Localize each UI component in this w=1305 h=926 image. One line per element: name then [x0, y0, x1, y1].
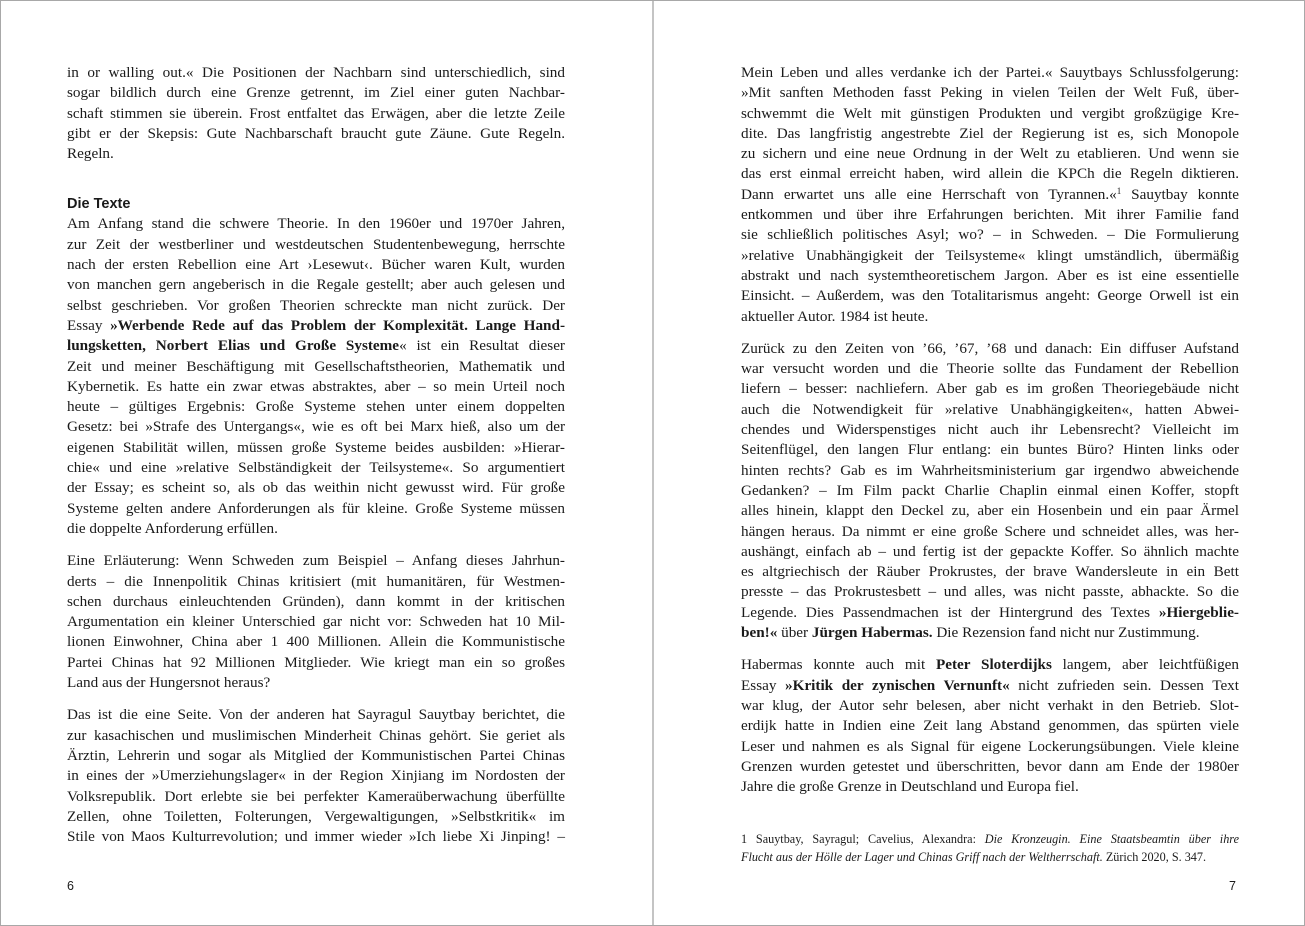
text-run: heute – gültiges Ergebnis: Große Systeme stehen unter einem doppelten [67, 398, 565, 416]
text-run: Zurück zu den Zeiten von ’66, ’67, ’68 und danach: Ein diffuser Aufstand [741, 339, 1239, 357]
text-run: Essay [741, 676, 786, 694]
text-line [741, 246, 1239, 266]
text-line [67, 336, 565, 356]
text-run: Sauytbay konnte [1121, 185, 1239, 203]
text-run: Land aus der Hungersnot heraus? [67, 674, 271, 692]
text-run: langem, aber leichtfüßigen [1051, 656, 1240, 674]
text-line [67, 377, 565, 397]
text-line [67, 592, 565, 612]
text-line [741, 676, 1239, 696]
text-line [741, 582, 1239, 602]
text-run: 1 Sauytbay, Sayragul; Cavelius, Alexandra: [741, 832, 985, 846]
text-line [67, 235, 565, 255]
text-line [741, 379, 1239, 399]
text-run: war versucht worden und die Theorie sollte das Fundament der Rebellion [741, 360, 1239, 378]
text-run: Partei Chinas hat 92 Millionen Mitglieder. Wie kriegt man ein so großes [67, 653, 565, 671]
text-line [741, 420, 1239, 440]
text-run: Kybernetik. Es hatte ein zwar etwas abstraktes, aber – so mein Urteil noch [67, 377, 565, 395]
bold-title: Jürgen Habermas. [811, 624, 933, 642]
text-line [67, 746, 565, 766]
text-line [741, 501, 1239, 521]
text-line [67, 104, 565, 124]
text-line [741, 307, 1239, 327]
text-run: Die Rezension fand nicht nur Zustimmung. [932, 624, 1200, 642]
text-line [67, 705, 565, 725]
text-run: chendes und Widerspenstiges nicht auch ihr Lebensrecht? Vielleicht im [741, 421, 1239, 439]
text-run: aushängt, einfach ab – und fertig ist der gepackte Koffer. So ähnlich machte [741, 542, 1239, 560]
text-line [741, 104, 1239, 124]
text-run: Gesetz: bei »Strafe des Untergangs«, wie es oft bei Marx hieß, also um der [67, 418, 565, 436]
text-line [741, 83, 1239, 103]
text-run: »relative Unabhängigkeit der Teilsysteme« klingt umständlich, übermäßig [741, 246, 1239, 264]
right-page [654, 1, 1304, 925]
text-run: Das ist die eine Seite. Von der anderen hat Sayragul Sauytbay berichtet, die [67, 706, 565, 724]
text-run: derts – die Innenpolitik Chinas kritisiert (mit humanitären, für Westmen- [67, 572, 565, 590]
text-run: sie schließlich politisches Asyl; wo? – in Schweden. – Die Formulierung [741, 226, 1239, 244]
text-line [67, 83, 565, 103]
text-line [67, 632, 565, 652]
text-line [741, 359, 1239, 379]
footnote-marker: 1 [1116, 185, 1122, 196]
bold-title: lungsketten, Norbert Elias und Große Systeme [67, 337, 400, 355]
bold-title: »Werbende Rede auf das Problem der Komplexität. Lange Hand- [110, 316, 566, 334]
text-run: von manchen gern angeberisch in die Regale gestellt; aber auch gelesen und [67, 276, 565, 294]
text-line [741, 848, 1239, 866]
text-run: Einsicht. – Außerdem, was den Totalitarismus angeht: George Orwell ist ein [741, 287, 1239, 305]
text-line [67, 787, 565, 807]
text-run: presste – das Prokrustesbett – und alles, was nicht passte, abhackte. So die [741, 583, 1239, 601]
text-line [741, 205, 1239, 225]
text-run: Seitenflügel, den langen Flur entlang: ein buntes Büro? Hinten links oder [741, 441, 1239, 459]
text-line [741, 696, 1239, 716]
text-run: Zellen, ohne Toiletten, Folterungen, Vergewaltigungen, »Selbstkritik« im [67, 807, 565, 825]
text-run: Zeit und meiner Beschäftigung mit Gesellschaftstheorien, Mathematik und [67, 357, 565, 375]
text-line [67, 397, 565, 417]
text-run: liefern – besser: nachliefern. Aber gab es im großen Theoriegebäude nicht [741, 380, 1239, 398]
text-line [741, 63, 1239, 83]
paragraph [741, 339, 1239, 643]
text-run: Argumentation ein kleiner Unterschied gar nicht vor: Schweden hat 10 Mil- [67, 613, 565, 631]
text-line [67, 551, 565, 571]
left-page [1, 1, 652, 925]
text-run: in or walling out.« Die Positionen der Nachbarn sind unterschiedlich, sind [67, 64, 565, 81]
text-line [67, 572, 565, 592]
text-line [67, 726, 565, 746]
section-heading: Die Texte [67, 196, 131, 213]
text-line [67, 316, 565, 336]
text-run: es altgriechisch der Räuber Prokrustes, der brave Wandersleute in ein Bett [741, 563, 1239, 581]
text-run: Grenzen wurden getestet und überschritten, bevor dann am Ende der 1980er [741, 757, 1239, 775]
text-run: über [777, 624, 812, 642]
text-line [741, 185, 1239, 205]
text-run: »Mit sanften Methoden fasst Peking in vielen Teilen der Welt Fuß, über- [741, 84, 1239, 102]
text-run: auch die Notwendigkeit für »relative Unabhängigkeiten«, hatten Abwei- [741, 400, 1239, 418]
text-run: Ärztin, Lehrerin und sogar als Mitglied der Kommunistischen Partei Chinas [67, 746, 565, 764]
text-line [67, 458, 565, 478]
text-run: alles hinein, klappt den Deckel zu, aber ein Hosenbein und ein paar Ärmel [741, 502, 1239, 520]
bold-title: Peter Sloterdijks [935, 656, 1052, 674]
text-line [741, 286, 1239, 306]
text-run: Volksrepublik. Dort erlebte sie bei perfekter Kameraüberwachung überfüllte [67, 787, 565, 805]
page-number-left: 6 [67, 879, 74, 893]
text-run: selbst geschrieben. Vor großen Theorien schreckte man nicht zurück. Der [67, 296, 565, 314]
text-line [67, 417, 565, 437]
text-run: Jahre die große Grenze in Deutschland und Europa fiel. [741, 778, 1079, 796]
text-line [741, 522, 1239, 542]
text-line [741, 225, 1239, 245]
paragraph [67, 705, 565, 847]
text-run: zur Zeit der westberliner und westdeutschen Studentenbewegung, herrschte [67, 235, 565, 253]
bold-title: »Kritik der zynischen Vernunft« [785, 676, 1010, 694]
text-run: gibt er der Skepsis: Gute Nachbarschaft braucht gute Zäune. Gute Regeln. [67, 124, 565, 142]
paragraph [67, 214, 565, 539]
text-run: nach der ersten Rebellion eine Art ›Lesewut‹. Bücher waren Kult, wurden [67, 256, 565, 274]
text-run: sogar bildlich durch eine Grenze getrennt, im Ziel einer guten Nachbar- [67, 84, 565, 102]
text-line [741, 339, 1239, 359]
text-line [67, 499, 565, 519]
page-number-right: 7 [1229, 879, 1236, 893]
right-text-column [741, 63, 1239, 809]
text-run: schwemmt die Welt mit günstigen Produkten und vergibt großzügige Kre- [741, 104, 1239, 122]
text-line [67, 438, 565, 458]
text-line [741, 716, 1239, 736]
text-run: Dann erwartet uns alle eine Herrschaft von Tyrannen.« [741, 185, 1117, 203]
text-run: dite. Das langfristig angestrebte Ziel der Regierung ist es, sich Monopole [741, 124, 1239, 142]
text-line [741, 144, 1239, 164]
text-line [67, 214, 565, 234]
text-line [67, 124, 565, 144]
text-line [741, 603, 1239, 623]
text-line [67, 612, 565, 632]
text-run: zur kasachischen und muslimischen Minderheit Chinas gehört. Sie geriet als [67, 726, 565, 744]
text-run: war klug, der Autor sehr belesen, aber nicht verhakt in den Betrieb. Slot- [741, 696, 1239, 714]
text-line [741, 266, 1239, 286]
text-run: « ist ein Resultat dieser [399, 337, 565, 355]
text-line [67, 807, 565, 827]
text-run: Am Anfang stand die schwere Theorie. In den 1960er und 1970er Jahren, [67, 215, 565, 233]
text-line [741, 461, 1239, 481]
text-line [67, 478, 565, 498]
text-run: der Essay; es scheint so, als ob das weithin nicht gewusst wird. Für große [67, 479, 565, 497]
text-run: abstrakt und nach systemtheoretischem Jargon. Aber es ist eine essentielle [741, 266, 1239, 284]
text-run: lionen Einwohner, China aber 1 400 Millionen. Allein die Kommunistische [67, 633, 565, 651]
text-line [67, 296, 565, 316]
text-run: zu sichern und eine neue Ordnung in der Welt zu etablieren. Und wenn sie [741, 145, 1239, 163]
text-line [741, 830, 1239, 848]
text-run: Mein Leben und alles verdanke ich der Partei.« Sauytbays Schlussfolgerung: [741, 64, 1239, 81]
text-run: Stile von Maos Kulturrevolution; und immer wieder »Ich liebe Xi Jinping! – [67, 828, 565, 846]
text-run: Eine Erläuterung: Wenn Schweden zum Beispiel – Anfang dieses Jahrhun- [67, 552, 565, 570]
text-run: hängen heraus. Da nimmt er eine große Schere und schneidet alles, was her- [741, 522, 1239, 540]
paragraph [741, 63, 1239, 327]
text-line [741, 737, 1239, 757]
text-run: Legende. Dies Passendmachen ist der Hintergrund des Textes [741, 603, 1159, 621]
text-line [741, 562, 1239, 582]
italic-title: Die Kronzeugin. Eine Staatsbeamtin über ihre [984, 832, 1239, 846]
text-line [741, 124, 1239, 144]
text-run: Leser und nahmen es als Signal für eigene Lockerungsübungen. Viele kleine [741, 737, 1239, 755]
text-line [67, 255, 565, 275]
text-run: Gedanken? – Im Film packt Charlie Chaplin einmal einen Koffer, stopft [741, 481, 1239, 499]
text-line [741, 164, 1239, 184]
bold-title: ben!« [741, 624, 778, 642]
footnote [741, 830, 1239, 866]
text-run: das erst einmal erreicht haben, wird allein die KPCh die Regeln diktieren. [741, 165, 1239, 183]
text-line [67, 653, 565, 673]
text-run: Zürich 2020, S. 347. [1102, 850, 1207, 864]
text-run: Systeme gelten andere Anforderungen als für kleine. Große Systeme müssen [67, 499, 565, 517]
text-line [67, 827, 565, 847]
text-run: aktueller Autor. 1984 ist heute. [741, 307, 929, 325]
text-line [741, 542, 1239, 562]
text-run: schen durchaus einleuchtenden Gründen), dann kommt in der kritischen [67, 592, 565, 610]
italic-title: Flucht aus der Hölle der Lager und Chinas Griff nach der Weltherrschaft. [741, 850, 1103, 864]
text-run: Regeln. [67, 145, 114, 163]
text-run: entkommen und über ihre Erfahrungen berichten. Mit ihrer Familie fand [741, 206, 1239, 224]
text-run: chie« und eine »relative Selbständigkeit der Teilsysteme«. So argumentiert [67, 459, 565, 477]
text-run: Essay [67, 316, 111, 334]
text-run: Habermas konnte auch mit [741, 656, 936, 674]
text-run: die doppelte Anforderung erfüllen. [67, 519, 278, 537]
text-line [67, 63, 565, 83]
text-run: eigenen Stabilität willen, müssen große Systeme beides ausbilden: »Hierar- [67, 438, 565, 456]
text-run: hinten rechts? Gab es im Wahrheitsministerium gar irgendwo abweichende [741, 461, 1239, 479]
text-line [741, 757, 1239, 777]
text-run: schaft stimmen sie überein. Frost entfaltet das Erwägen, aber die letzte Zeile [67, 104, 565, 122]
text-line [741, 655, 1239, 675]
left-text-column [67, 63, 565, 859]
paragraph [67, 551, 565, 693]
text-line [67, 275, 565, 295]
paragraph [67, 63, 565, 164]
text-line [67, 673, 565, 693]
bold-title: »Hiergeblie- [1158, 603, 1239, 621]
text-line [67, 519, 565, 539]
text-run: in eines der »Umerziehungslager« in der Region Xinjiang im Nordosten der [67, 767, 565, 785]
text-line [67, 766, 565, 786]
text-line [67, 357, 565, 377]
text-line [741, 481, 1239, 501]
text-line [741, 440, 1239, 460]
text-run: nicht zufrieden sein. Dessen Text [1009, 676, 1239, 694]
text-line [741, 623, 1239, 643]
text-run: erdijk hatte in Indien eine Zeit lang Abstand genommen, das spürten viele [741, 717, 1239, 735]
text-line [741, 400, 1239, 420]
text-line [67, 144, 565, 164]
text-line [741, 777, 1239, 797]
paragraph [741, 655, 1239, 797]
